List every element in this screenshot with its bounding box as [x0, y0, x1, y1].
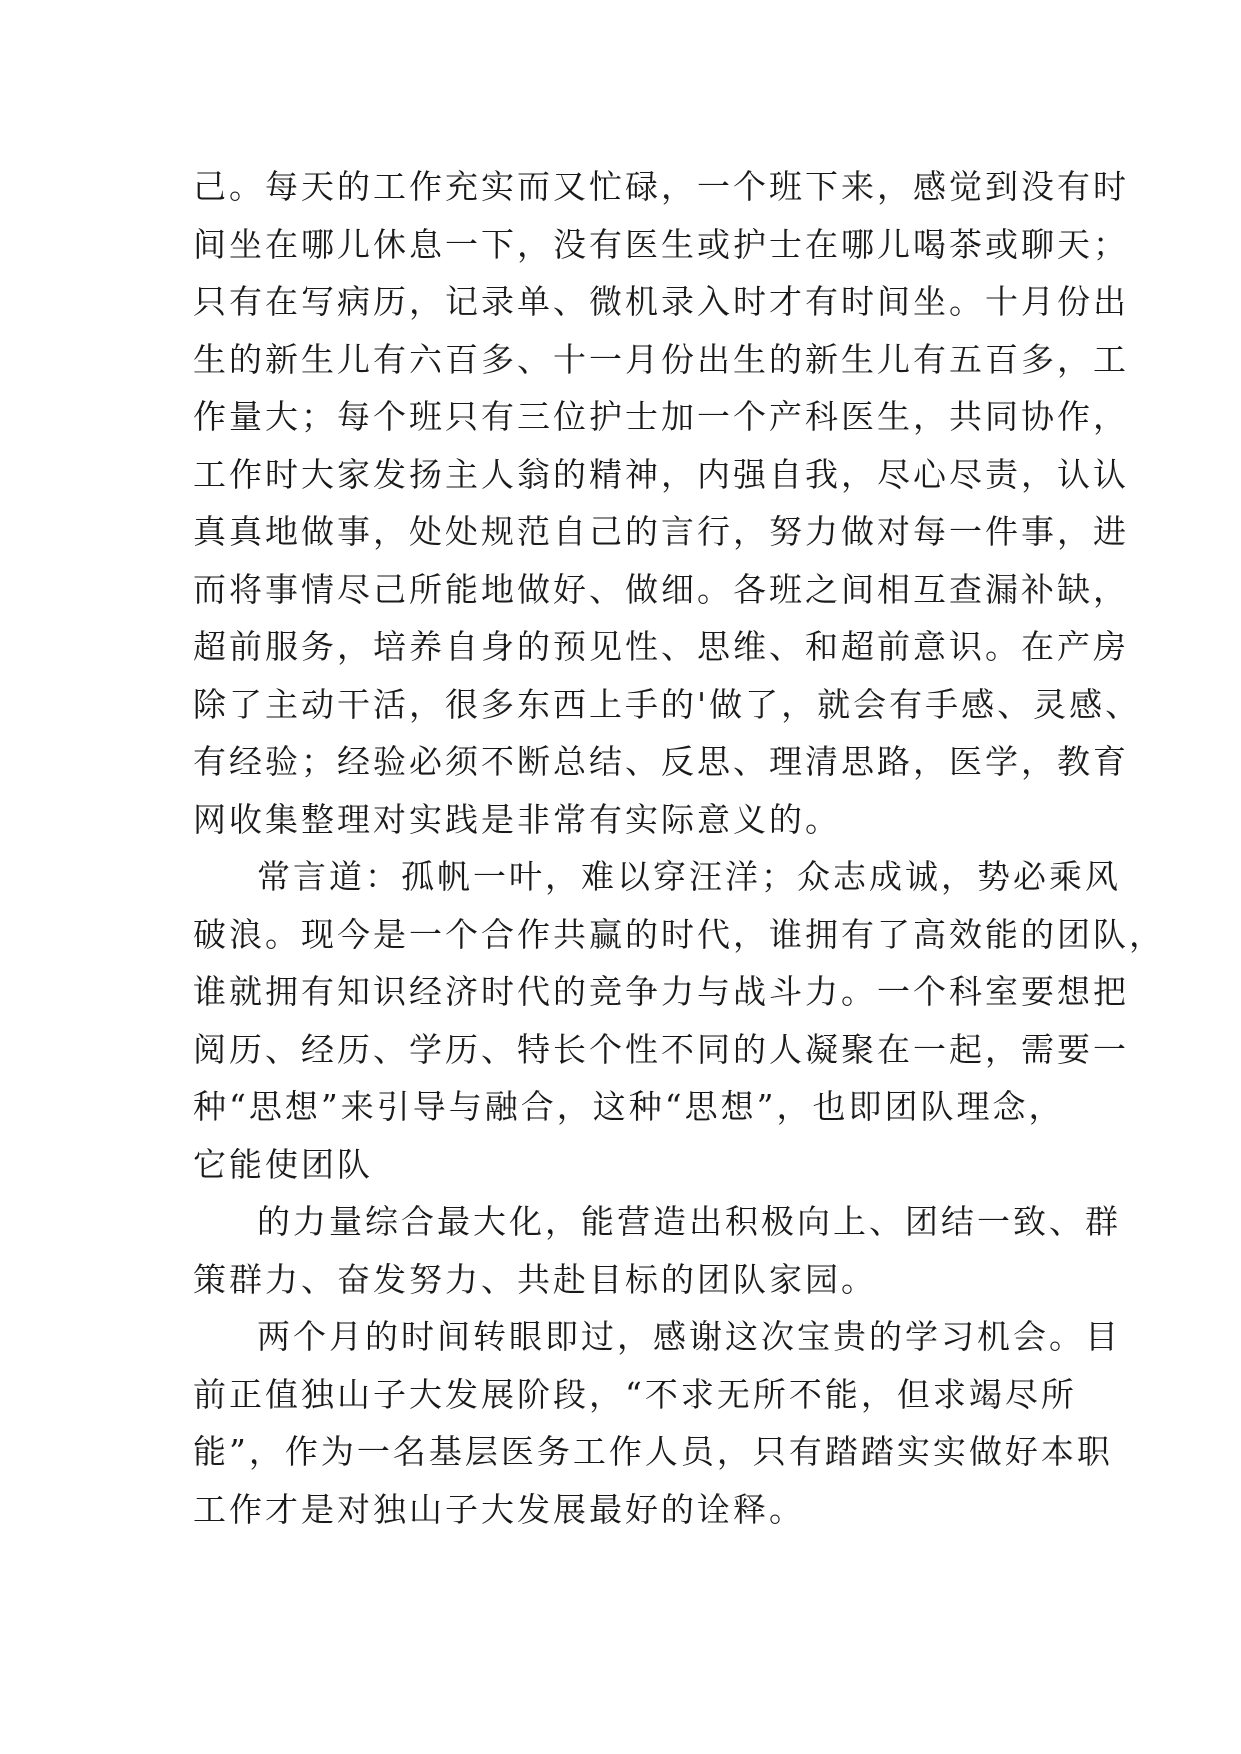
paragraph-first-line: 的力量综合最大化，能营造出积极向上、团结一致、群 — [257, 1202, 1121, 1241]
text-line: 工作时大家发扬主人翁的精神，内强自我，尽心尽责，认认 — [193, 454, 1129, 494]
text-line: 而将事情尽己所能地做好、做细。各班之间相互查漏补缺， — [193, 569, 1129, 609]
text-line: 生的新生儿有六百多、十一月份出生的新生儿有五百多，工 — [193, 339, 1129, 379]
text-line: 有经验；经验必须不断总结、反思、理清思路，医学，教育 — [193, 742, 1129, 781]
text-line: 只有在写病历，记录单、微机录入时才有时间坐。十月份出 — [193, 282, 1129, 321]
text-line: 间坐在哪儿休息一下，没有医生或护士在哪儿喝茶或聊天； — [193, 224, 1129, 264]
text-line: 前正值独山子大发展阶段，“不求无所不能，但求竭尽所 — [193, 1374, 1077, 1414]
text-line: 超前服务，培养自身的预见性、思维、和超前意识。在产房 — [193, 627, 1129, 666]
text-line: 真真地做事，处处规范自己的言行，努力做对每一件事，进 — [193, 512, 1129, 551]
document-body — [193, 158, 1165, 1538]
text-line: 除了主动干活，很多东西上手的'做了，就会有手感、灵感、 — [193, 684, 1142, 724]
text-line: 网收集整理对实践是非常有实际意义的。 — [193, 799, 841, 839]
text-line: 阅历、经历、学历、特长个性不同的人凝聚在一起，需要一 — [193, 1029, 1129, 1069]
text-line: 种“思想”来引导与融合，这种“思想”，也即团队理念， — [193, 1087, 1065, 1126]
text-line: 破浪。现今是一个合作共赢的时代，谁拥有了高效能的团队， — [193, 914, 1165, 954]
text-line: 它能使团队 — [193, 1144, 373, 1184]
text-line: 策群力、奋发努力、共赴目标的团队家园。 — [193, 1259, 877, 1299]
paragraph-first-line: 两个月的时间转眼即过，感谢这次宝贵的学习机会。目 — [257, 1317, 1121, 1356]
paragraph-first-line: 常言道：孤帆一叶，难以穿汪洋；众志成诚，势必乘风 — [257, 857, 1121, 896]
text-line: 能”，作为一名基层医务工作人员，只有踏踏实实做好本职 — [193, 1432, 1113, 1471]
text-line: 谁就拥有知识经济时代的竞争力与战斗力。一个科室要想把 — [193, 972, 1129, 1011]
text-line: 工作才是对独山子大发展最好的诠释。 — [193, 1489, 805, 1529]
text-line: 己。每天的工作充实而又忙碌，一个班下来，感觉到没有时 — [193, 167, 1129, 206]
text-line: 作量大；每个班只有三位护士加一个产科医生，共同协作， — [193, 397, 1129, 436]
